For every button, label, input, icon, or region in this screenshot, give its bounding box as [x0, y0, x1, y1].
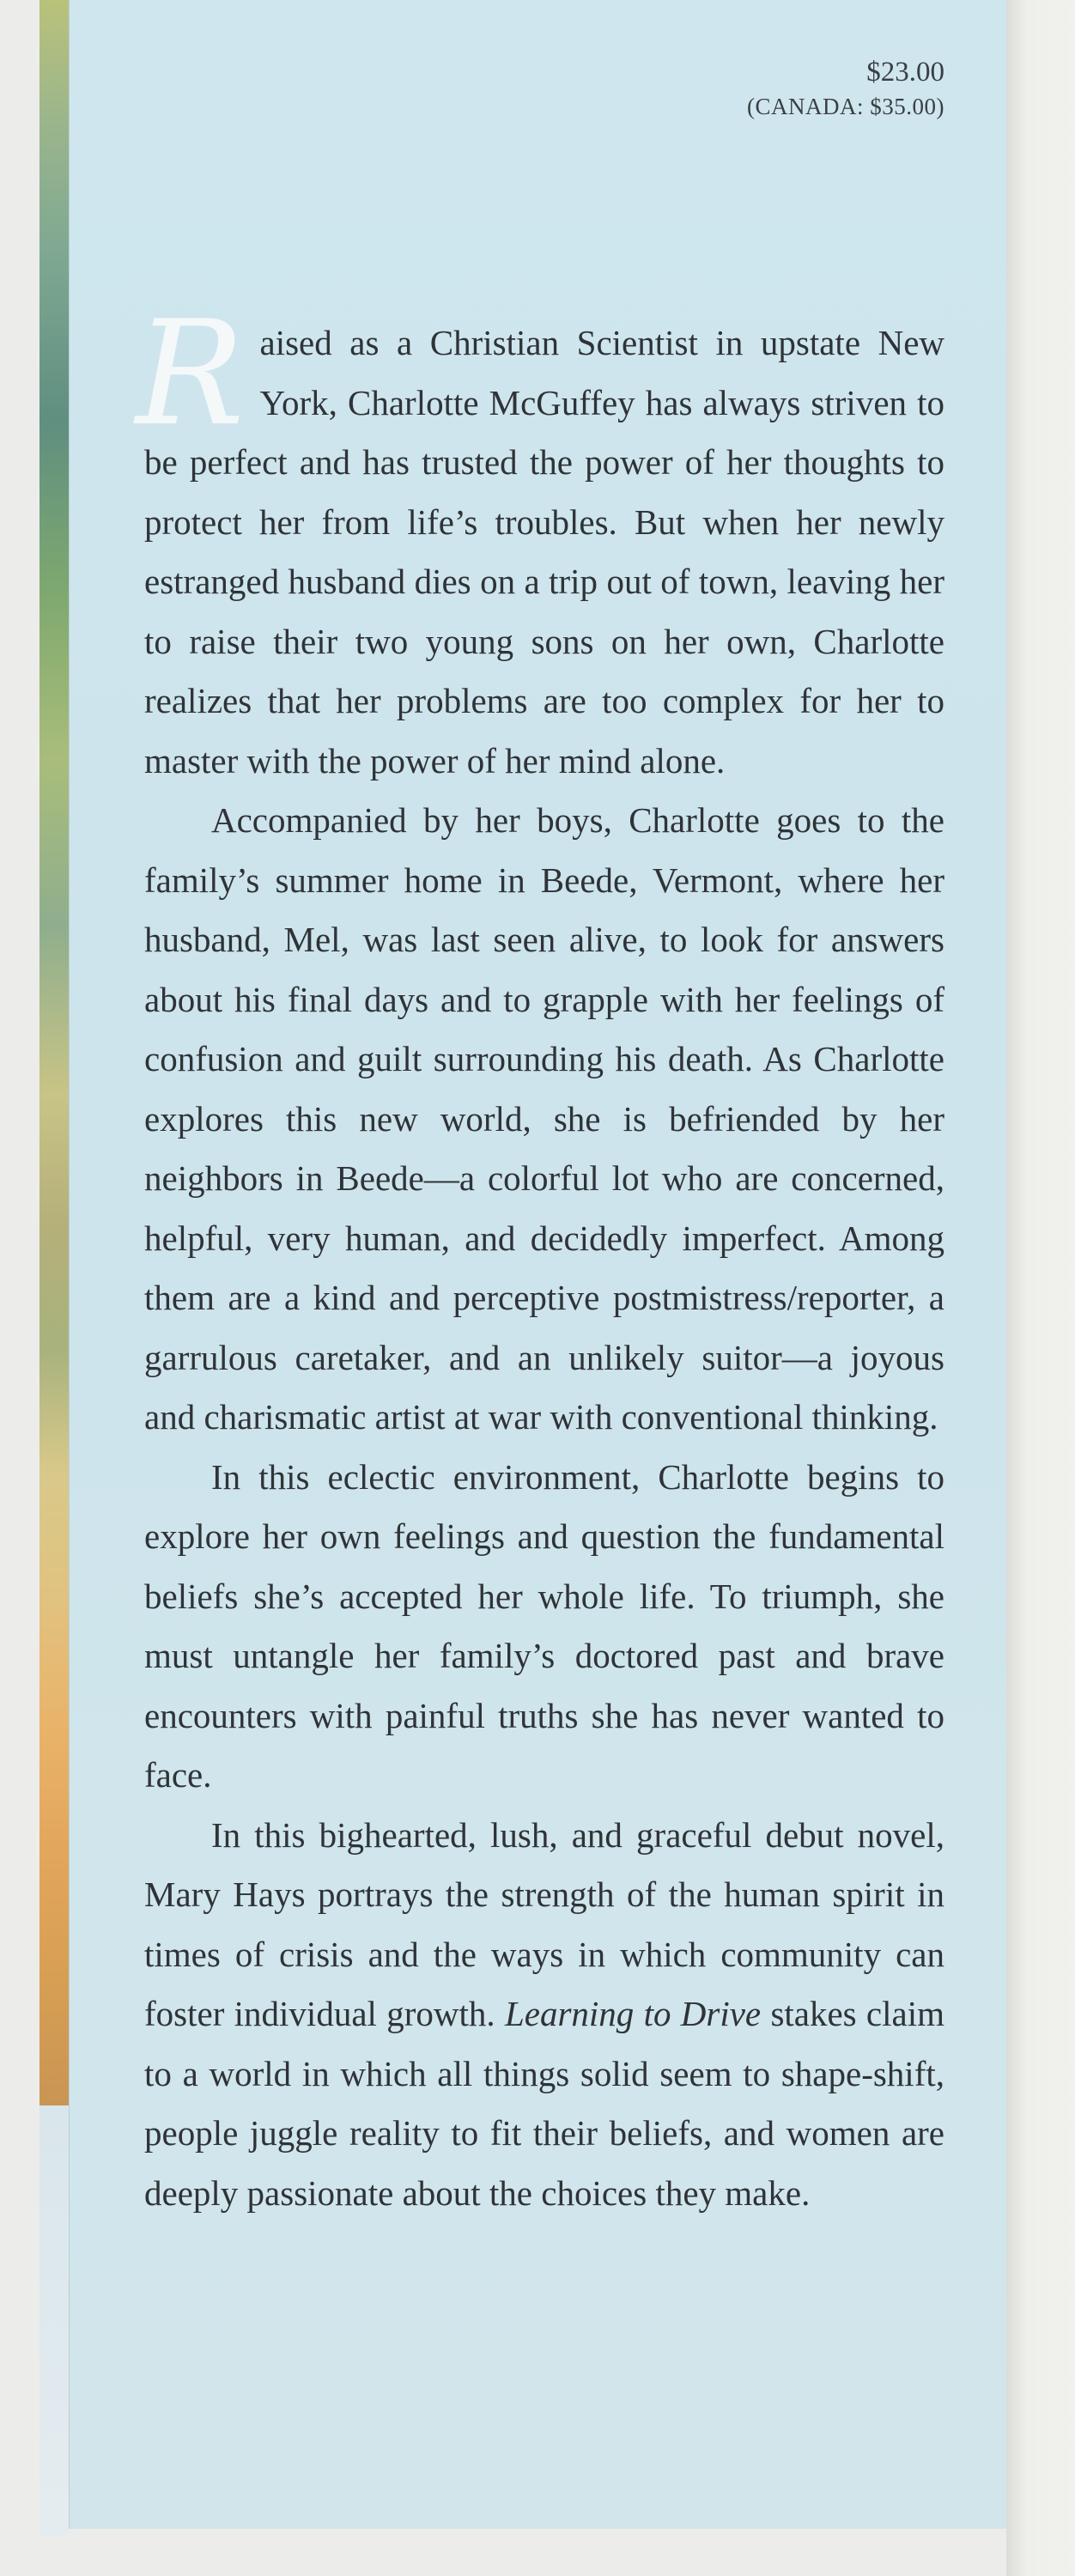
flap-description	[136, 289, 945, 2223]
book-title: Learning to Drive	[504, 1994, 762, 2033]
paragraph-4-rest: stakes claim to a world in which all things solid seem to shape-shift, people juggle reality to fit their beliefs, and women are deeply passionate about the choices they make.	[144, 1994, 945, 2213]
price-canada: (CANADA: $35.00)	[747, 94, 944, 119]
paragraph-4	[144, 1806, 944, 2224]
paragraph-1-text: aised as a Christian Scientist in upstate New York, Charlotte McGuffey has always striven to be perfect and has trusted the power of her thoughts to protect her from life’s troubles. But when her newly estranged husband dies on a trip out of town, leaving her to raise their two young sons on her own, Charlotte realizes that her problems are too complex for her to master with the power of her mind alone.	[144, 323, 944, 781]
paragraph-3: In this eclectic environment, Charlotte begins to explore her own feelings and question the fundamental beliefs she’s accepted her whole life. To triumph, she must untangle her family’s doctored past and brave encounters with painful truths she has never wanted to face.	[144, 1456, 944, 1795]
paragraph-4-lead: In this bighearted, lush, and graceful debut novel, Mary Hays portrays the strength of the human spirit in times of crisis and the ways in which community can foster individual growth.	[144, 1814, 944, 2033]
price-block	[747, 53, 944, 122]
drop-cap: R	[136, 289, 245, 458]
price-us: $23.00	[866, 57, 944, 88]
scanner-background	[1006, 0, 1075, 2576]
flap-fold-shadow	[39, 2105, 69, 2535]
paragraph-2: Accompanied by her boys, Charlotte goes to the family’s summer home in Beede, Vermont, where her husband, Mel, was last seen alive, to look for answers about his final days and to grapple with her feelings of confusion and guilt surrounding his death. As Charlotte explores this new world, she is befriended by her neighbors in Beede—a colorful lot who are concerned, helpful, very human, and decidedly imperfect. Among them are a kind and perceptive postmistress/reporter, a garrulous caretaker, and an unlikely suitor—a joyous and charismatic artist at war with conventional thinking.	[144, 800, 944, 1437]
paragraph-1	[136, 289, 944, 791]
cover-art-edge	[39, 0, 69, 2105]
